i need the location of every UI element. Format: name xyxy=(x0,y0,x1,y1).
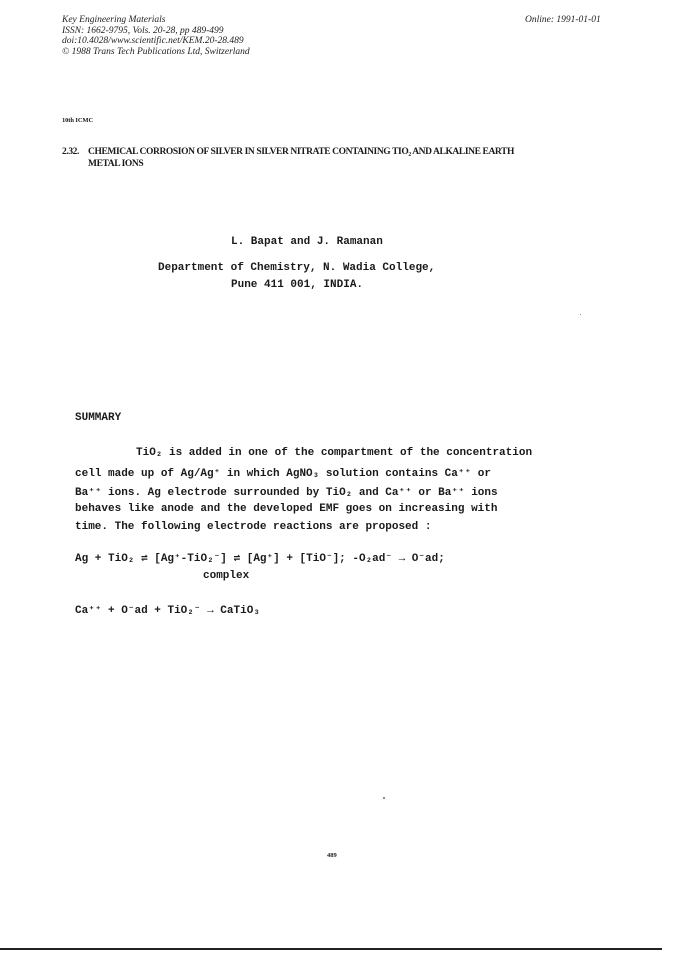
summary-heading: SUMMARY xyxy=(75,412,122,424)
scan-speck xyxy=(383,797,385,799)
journal-header xyxy=(62,15,250,57)
summary-line-2: cell made up of Ag/Ag⁺ in which AgNO₃ solution contains Ca⁺⁺ or xyxy=(75,468,491,480)
doi-link[interactable]: doi:10.4028/www.scientific.net/KEM.20-28.489 xyxy=(62,36,244,46)
complex-label: complex xyxy=(203,570,250,582)
bottom-rule xyxy=(0,948,662,950)
equation-1: Ag + TiO₂ ⇌ [Ag⁺-TiO₂⁻] ⇌ [Ag⁺] + [TiO⁻]; -O₂ad⁻ → O⁻ad; xyxy=(75,553,445,565)
title-line-2: METAL IONS xyxy=(88,159,144,169)
copyright-line: © 1988 Trans Tech Publications Ltd, Switzerland xyxy=(62,46,250,57)
article-number: 2.32. xyxy=(62,147,80,157)
summary-line-5: time. The following electrode reactions are proposed : xyxy=(75,521,432,533)
summary-line-1: TiO₂ is added in one of the compartment of the concentration xyxy=(136,447,533,459)
title-line-1: CHEMICAL CORROSION OF SILVER IN SILVER NITRATE CONTAINING TIO₂ AND ALKALINE EARTH xyxy=(88,147,514,157)
summary-line-4: behaves like anode and the developed EMF goes on increasing with xyxy=(75,503,498,515)
authors: L. Bapat and J. Ramanan xyxy=(231,236,383,248)
issn-line: ISSN: 1662-9795, Vols. 20-28, pp 489-499 xyxy=(62,25,224,36)
online-date: Online: 1991-01-01 xyxy=(525,15,601,25)
city: Pune 411 001, INDIA. xyxy=(231,279,364,291)
scan-speck xyxy=(580,314,581,315)
equation-2: Ca⁺⁺ + O⁻ad + TiO₂⁻ → CaTiO₃ xyxy=(75,605,260,617)
conference-label: 10th ICMC xyxy=(62,117,94,124)
page-number: 489 xyxy=(327,852,337,859)
department: Department of Chemistry, N. Wadia College, xyxy=(158,262,436,274)
summary-line-3: Ba⁺⁺ ions. Ag electrode surrounded by TiO₂ and Ca⁺⁺ or Ba⁺⁺ ions xyxy=(75,487,498,499)
article-title xyxy=(62,146,622,170)
journal-name: Key Engineering Materials xyxy=(62,15,166,25)
